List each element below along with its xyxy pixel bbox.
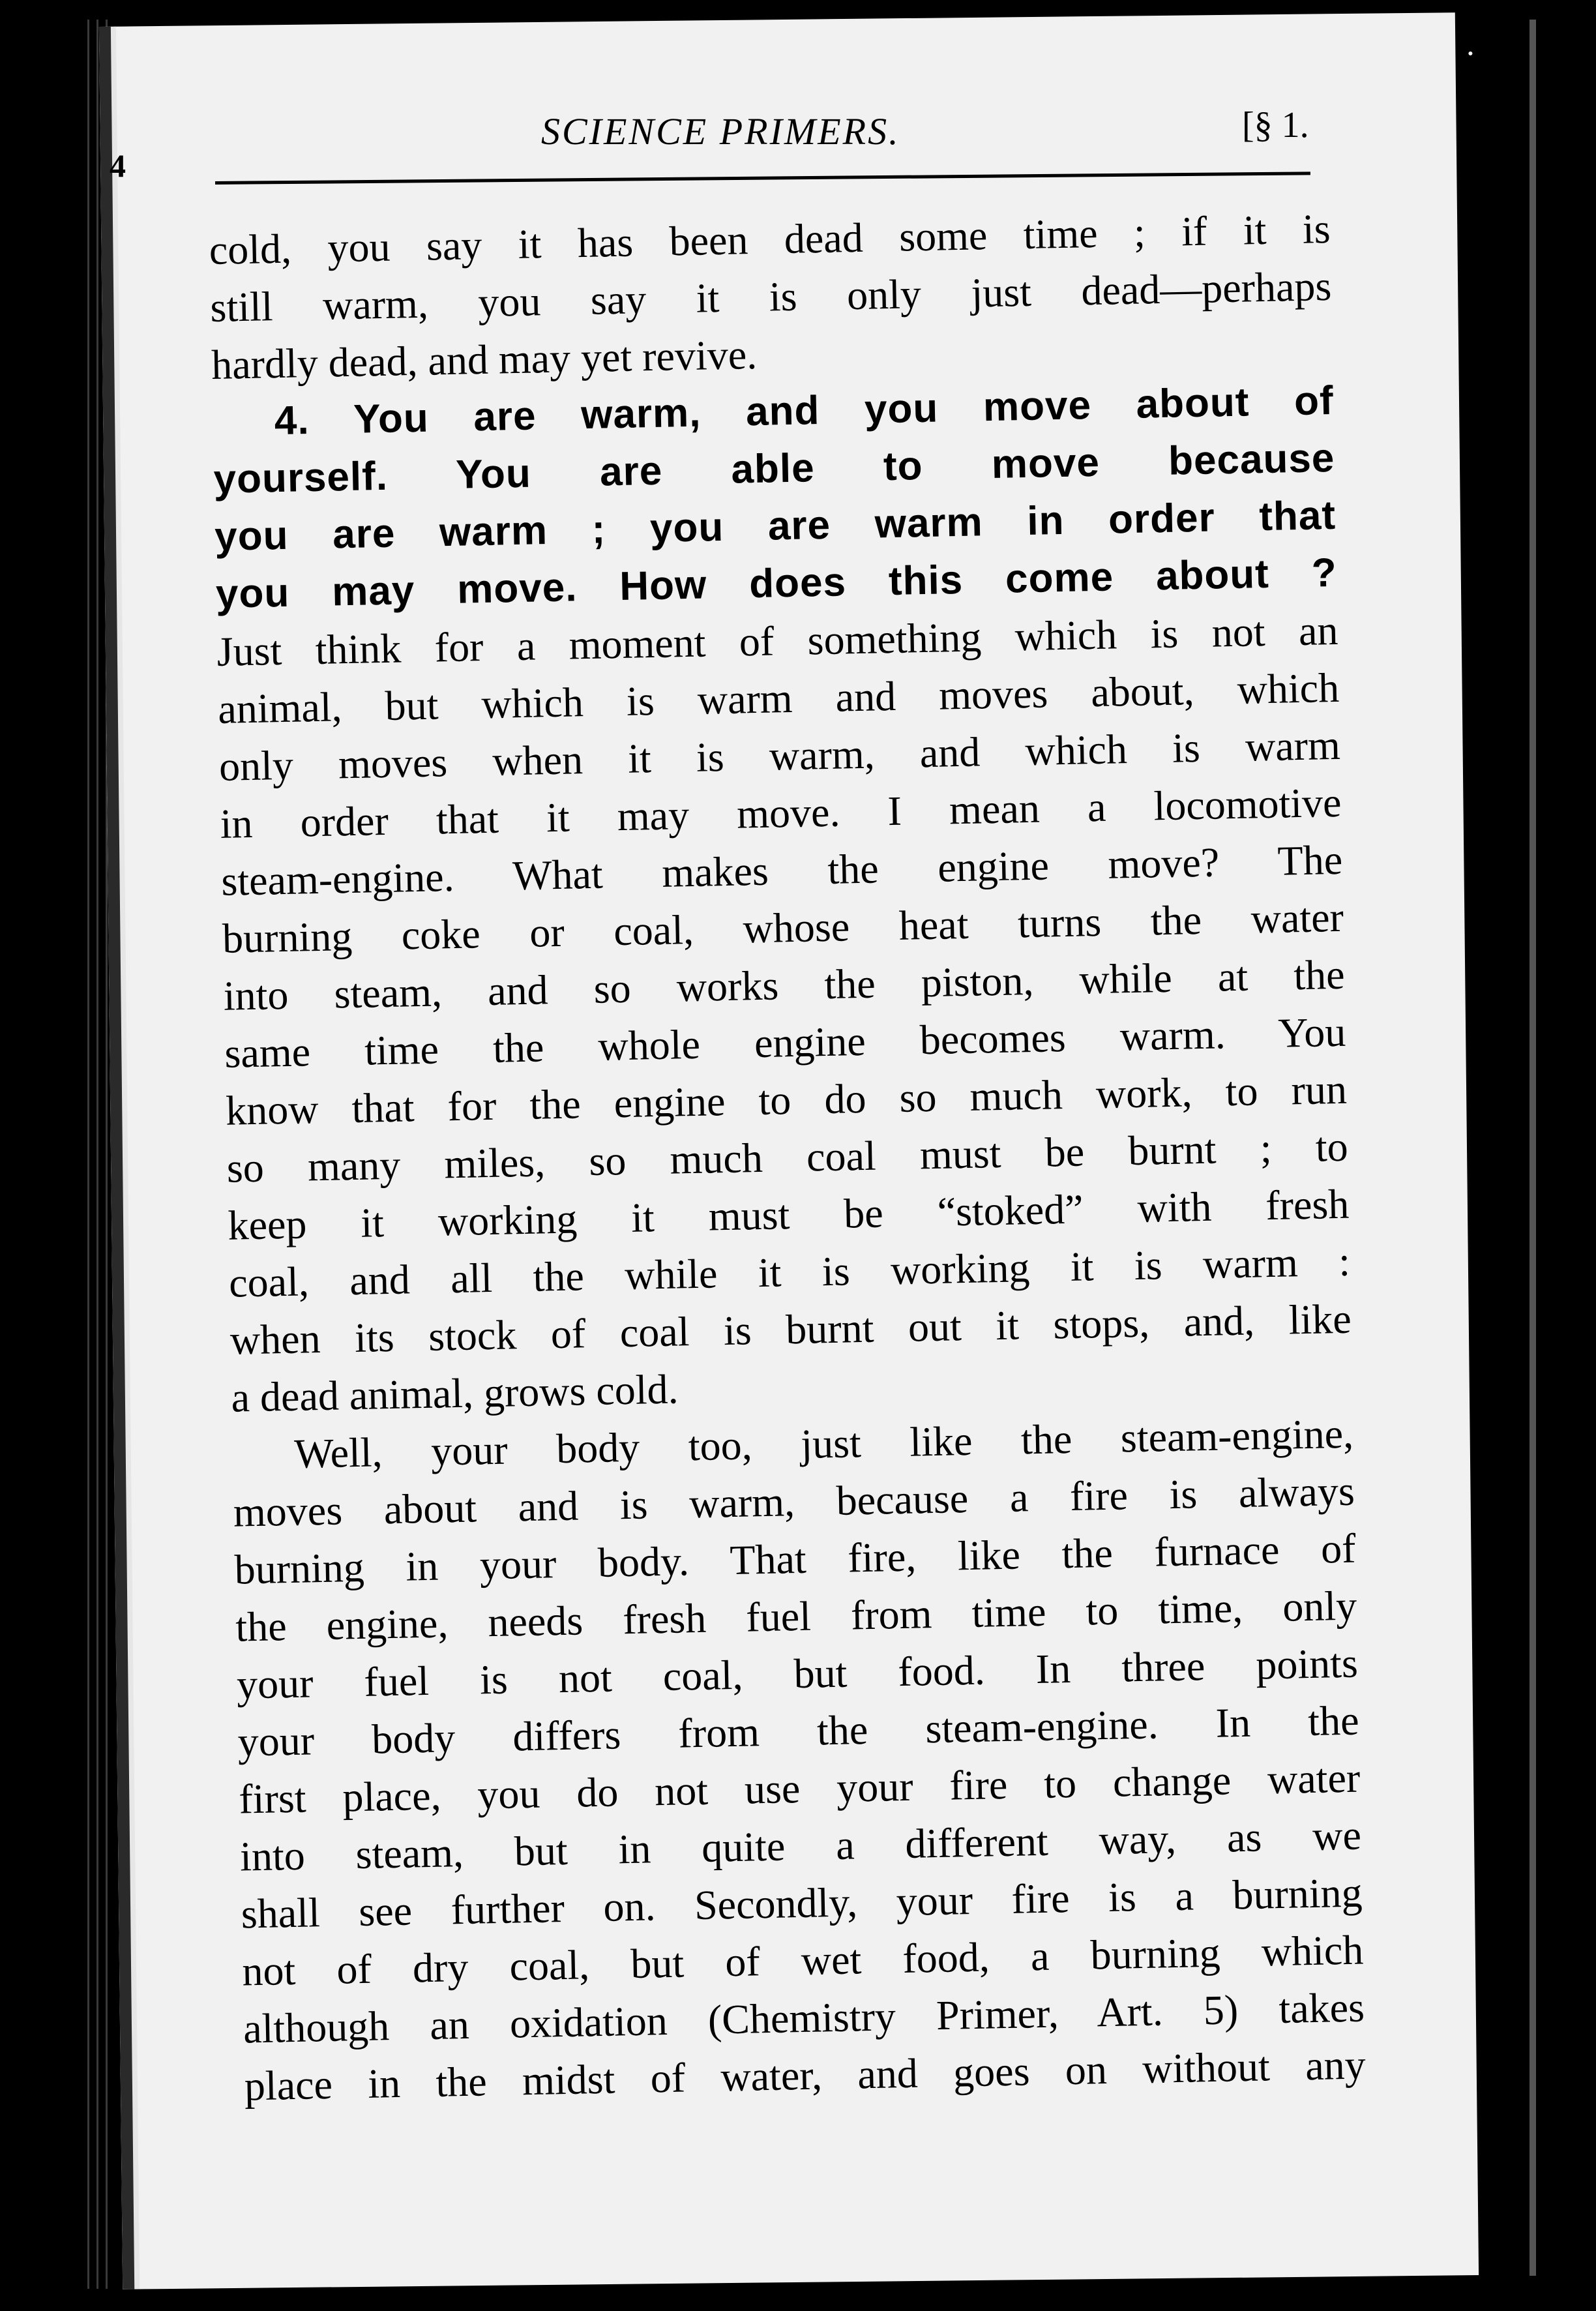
text-line: so many miles, so much coal must be burnt ; to [226,1123,1349,1191]
text-line: your fuel is not coal, but food. In three points [236,1639,1359,1708]
text-line: you are warm ; you are warm in order that [214,492,1337,559]
text-line: keep it working it must be “stoked” with fresh [227,1180,1350,1249]
text-line: burning coke or coal, whose heat turns the water [222,893,1344,962]
text-line: animal, but which is warm and moves about, which [217,664,1340,732]
text-line: cold, you say it has been dead some time ; if it is [209,205,1331,273]
dust-speck [1468,52,1472,55]
running-title: SCIENCE PRIMERS. [541,110,900,153]
text-line: when its stock of coal is burnt out it stops, and, like [229,1295,1352,1364]
text-line: Just think for a moment of something which is not an [216,606,1339,675]
text-line: moves about and is warm, because a fire is always [233,1467,1355,1536]
text-line: burning in your body. That fire, like the furnace of [234,1525,1357,1593]
body-text [209,200,1366,2115]
page-number: 4 [110,147,126,184]
text-line: not of dry coal, but of wet food, a burning which [241,1926,1364,1995]
text-line: steam-engine. What makes the engine move? The [220,836,1343,904]
text-line: a dead animal, grows cold. [230,1365,679,1421]
text-line: know that for the engine to do so much work, to run [225,1066,1348,1134]
text-line: the engine, needs fresh fuel from time to time, only [235,1582,1357,1650]
text-line: still warm, you say it is only just dead—perhaps [209,262,1332,331]
text-line: coal, and all the while it is working it is warm : [228,1238,1351,1306]
text-line: Well, your body too, just like the steam-engine, [293,1410,1354,1477]
text-line: into steam, but in quite a different way, as we [239,1812,1362,1880]
text-line: same time the whole engine becomes warm. You [224,1008,1346,1077]
text-line: hardly dead, and may yet revive. [211,331,758,388]
text-line: into steam, and so works the piston, while at the [223,951,1346,1019]
text-line: you may move. How does this come about ? [215,550,1338,617]
text-line: yourself. You are able to move because [213,435,1335,502]
text-line: only moves when it is warm, and which is warm [218,721,1341,790]
text-line: 4. You are warm, and you move about of [274,378,1335,444]
section-reference: [§ 1. [1242,105,1309,145]
text-line: although an oxidation (Chemistry Primer, Art. 5) takes [243,1984,1365,2052]
text-line: shall see further on. Secondly, your fire is a burning [241,1869,1363,1937]
text-line: first place, you do not use your fire to change water [238,1754,1361,1823]
page-edge-shadow [1540,13,1576,2295]
page-edge-strip [1530,20,1536,2276]
text-line: your body differs from the steam-engine. In the [237,1697,1360,1765]
text-line: in order that it may move. I mean a locomotive [220,779,1342,847]
text-line: place in the midst of water, and goes on without any [244,2041,1367,2110]
